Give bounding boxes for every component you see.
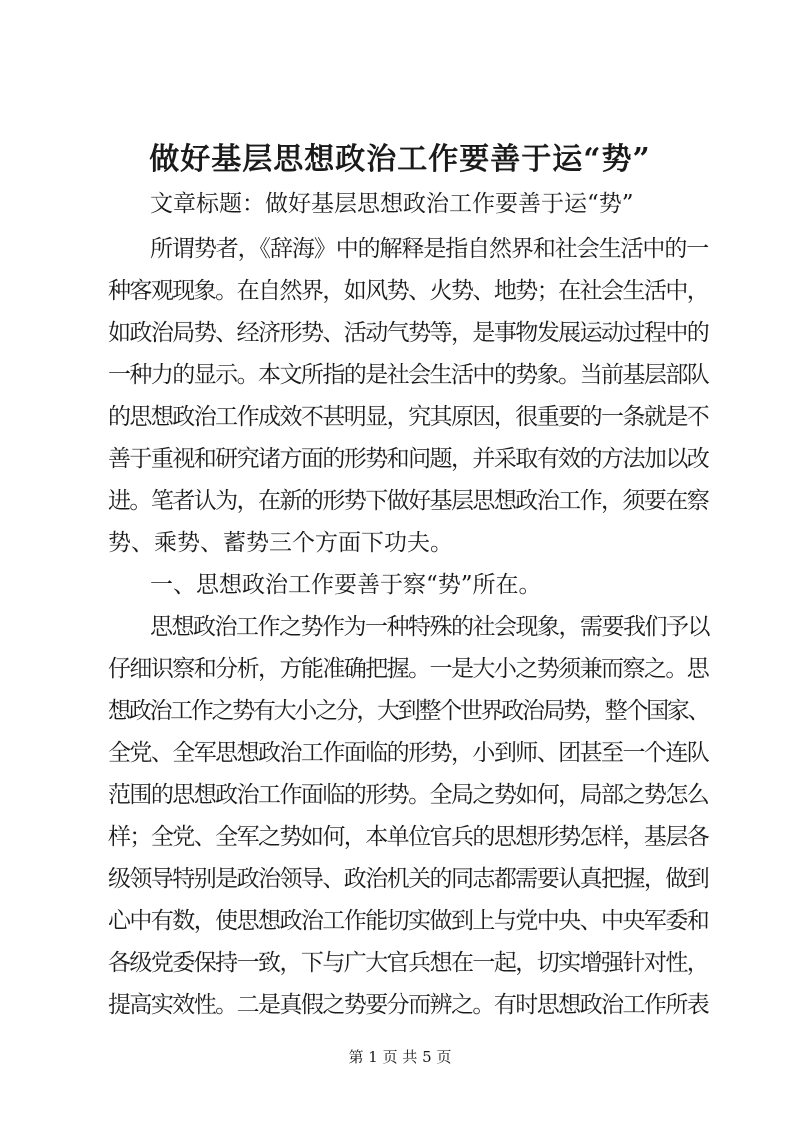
- paragraph-line: 一种力的显示。本文所指的是社会生活中的势象。当前基层部队: [108, 362, 708, 388]
- paragraph-line: 势、乘势、蓄势三个方面下功夫。: [108, 530, 453, 556]
- paragraph-line: 进。笔者认为，在新的形势下做好基层思想政治工作，须要在察: [108, 488, 708, 514]
- paragraph-line: 的思想政治工作成效不甚明显，究其原因，很重要的一条就是不: [108, 404, 708, 430]
- section-heading: 一、思想政治工作要善于察“势”所在。: [150, 572, 542, 598]
- paragraph-line: 心中有数，使思想政治工作能切实做到上与党中央、中央军委和: [108, 908, 708, 934]
- paragraph-line: 如政治局势、经济形势、活动气势等，是事物发展运动过程中的: [108, 320, 708, 346]
- paragraph-line: 提高实效性。二是真假之势要分而辨之。有时思想政治工作所表: [108, 992, 708, 1018]
- paragraph-line: 善于重视和研究诸方面的形势和问题，并采取有效的方法加以改: [108, 446, 708, 472]
- paragraph-line: 全党、全军思想政治工作面临的形势，小到师、团甚至一个连队: [108, 740, 708, 766]
- document-title: 做好基层思想政治工作要善于运“势”: [149, 142, 651, 177]
- paragraph-line: 文章标题：做好基层思想政治工作要善于运“势”: [150, 191, 634, 217]
- page-number-footer: 第 1 页 共 5 页: [348, 1048, 452, 1066]
- paragraph-line: 思想政治工作之势作为一种特殊的社会现象，需要我们予以: [150, 614, 709, 640]
- paragraph-line: 想政治工作之势有大小之分，大到整个世界政治局势，整个国家、: [108, 698, 708, 724]
- paragraph-line: 仔细识察和分析，方能准确把握。一是大小之势须兼而察之。思: [108, 656, 708, 682]
- paragraph-line: 所谓势者，《辞海》中的解释是指自然界和社会生活中的一: [150, 236, 708, 262]
- paragraph-line: 样；全党、全军之势如何，本单位官兵的思想形势怎样，基层各: [108, 824, 708, 850]
- paragraph-line: 级领导特别是政治领导、政治机关的同志都需要认真把握，做到: [108, 866, 708, 892]
- paragraph-line: 种客观现象。在自然界，如风势、火势、地势；在社会生活中，: [108, 278, 708, 304]
- paragraph-line: 各级党委保持一致，下与广大官兵想在一起，切实增强针对性，: [108, 950, 708, 976]
- paragraph-line: 范围的思想政治工作面临的形势。全局之势如何，局部之势怎么: [108, 782, 708, 808]
